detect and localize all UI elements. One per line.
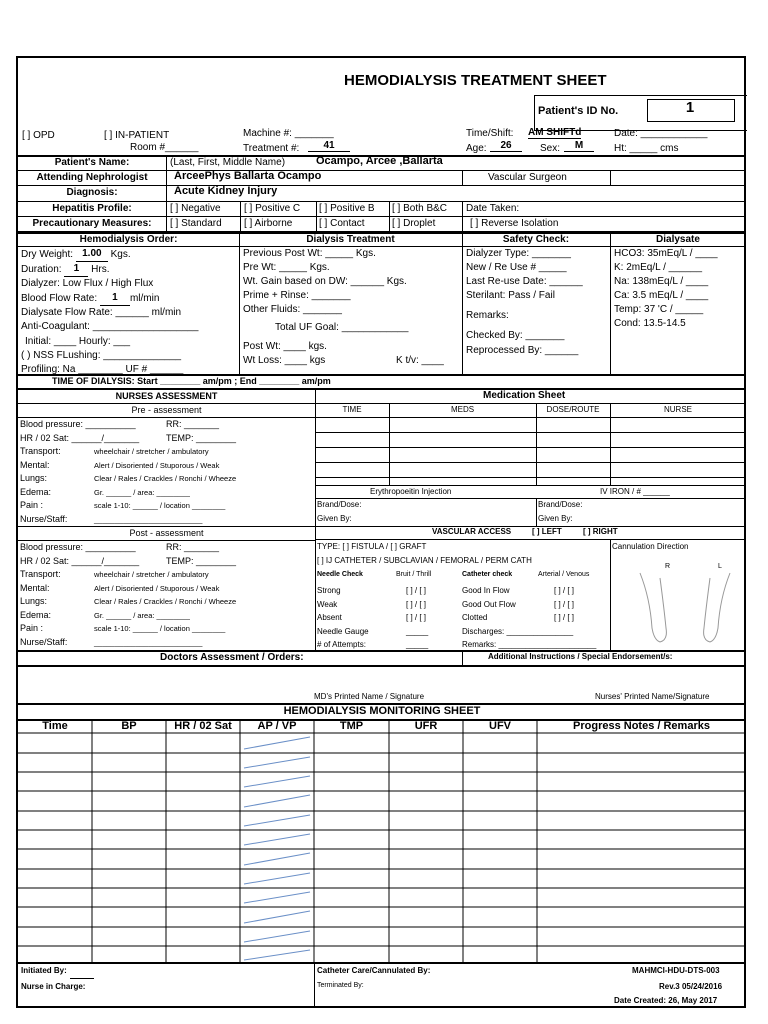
medication-title: Medication Sheet xyxy=(483,390,566,401)
initiated-by-label: Initiated By: xyxy=(21,966,67,975)
needle-check-label: Needle Check xyxy=(317,571,363,578)
iron-given[interactable]: Given By: xyxy=(538,514,573,523)
dry-weight-value[interactable]: 1.00 xyxy=(76,247,108,262)
bfr-unit: ml/min xyxy=(129,293,160,305)
treatment-label: Treatment #: xyxy=(243,143,300,154)
wt-gain[interactable]: Wt. Gain based on DW: ______ Kgs. xyxy=(243,276,407,288)
safety-title: Safety Check: xyxy=(502,234,570,245)
weak-label: Weak xyxy=(317,599,338,609)
pre-bp[interactable]: Blood pressure: __________ xyxy=(20,419,136,429)
wt-loss[interactable]: Wt Loss: ____ kgs xyxy=(243,354,326,366)
treatment-value[interactable]: 41 xyxy=(308,140,350,152)
order-fields xyxy=(21,247,198,377)
reprocessed-by[interactable]: Reprocessed By: ______ xyxy=(466,344,579,356)
pre-pain-opts[interactable]: scale 1-10: ______ / location ________ xyxy=(94,501,226,510)
pre-pain-label: Pain : xyxy=(20,500,44,510)
sex-value[interactable]: M xyxy=(564,140,594,152)
post-edema-label: Edema: xyxy=(20,609,52,620)
dialysate-title: Dialysate xyxy=(656,234,700,245)
pre-hr[interactable]: HR / 02 Sat: ______/_______ xyxy=(20,432,140,443)
good-in-check[interactable]: [ ] / [ ] xyxy=(554,586,575,595)
prec-contact[interactable]: [ ] Contact xyxy=(319,218,365,229)
catheter-check-list xyxy=(462,584,596,652)
post-assessment-mid xyxy=(166,541,236,568)
age-label: Age: xyxy=(466,143,487,154)
strong-check[interactable]: [ ] / [ ] xyxy=(406,586,427,595)
mon-col-ufv: UFV xyxy=(489,720,511,732)
vascular-right[interactable]: [ ] RIGHT xyxy=(583,527,618,536)
mon-col-ufr: UFR xyxy=(414,720,438,732)
ktv-field[interactable]: K t/v: ____ xyxy=(396,355,444,366)
post-lungs-opts[interactable]: Clear / Rales / Crackles / Ronchi / Wheeze xyxy=(94,597,237,606)
vascular-ij[interactable]: [ ] IJ CATHETER / SUBCLAVIAN / FEMORAL / PERM CATH xyxy=(317,556,532,565)
dialyzer-flux[interactable]: Dialyzer: Low Flux / High Flux xyxy=(21,278,154,290)
sterilant[interactable]: Sterilant: Pass / Fail xyxy=(466,290,555,302)
pre-transport-label: Transport: xyxy=(20,446,61,456)
cannulation-label: Cannulation Direction xyxy=(612,542,689,551)
prec-standard[interactable]: [ ] Standard xyxy=(170,218,222,229)
med-col-dose: DOSE/ROUTE xyxy=(546,405,600,414)
bruit-label: Bruit / Thrill xyxy=(396,571,432,578)
total-uf[interactable]: Total UF Goal: ____________ xyxy=(275,322,409,334)
form-rev: Rev.3 05/24/2016 xyxy=(659,982,723,991)
hep-both[interactable]: [ ] Both B&C xyxy=(392,203,448,214)
diagnosis-label: Diagnosis: xyxy=(66,187,118,198)
pre-lungs-opts[interactable]: Clear / Rales / Crackles / Ronchi / Wheeze xyxy=(94,474,237,483)
hep-negative[interactable]: [ ] Negative xyxy=(170,203,221,214)
gauge-blank[interactable]: _____ xyxy=(406,626,429,636)
cannulation-r: R xyxy=(665,563,671,570)
temp[interactable]: Temp: 37 'C / _____ xyxy=(614,304,704,316)
attempts-blank[interactable]: _____ xyxy=(406,640,429,649)
checked-by[interactable]: Checked By: _______ xyxy=(466,330,565,342)
dry-weight-label: Dry Weight: xyxy=(21,249,74,260)
mon-col-tmp: TMP xyxy=(339,720,364,732)
prec-airborne[interactable]: [ ] Airborne xyxy=(244,218,293,229)
additional-label: Additional Instructions / Special Endorsement/s: xyxy=(488,652,673,661)
epo-label: Erythropoeitin Injection xyxy=(370,487,452,496)
post-hr[interactable]: HR / 02 Sat: ______/_______ xyxy=(20,555,140,566)
vascular-surgeon-label: Vascular Surgeon xyxy=(488,172,567,183)
pre-staff-label: Nurse/Staff: xyxy=(20,513,68,524)
vascular-remarks[interactable]: Remarks: ______________________ xyxy=(462,640,597,649)
hepatitis-label: Hepatitis Profile: xyxy=(52,203,132,214)
height-field[interactable]: Ht: _____ cms xyxy=(614,143,679,154)
nephrologist-label: Attending Nephrologist xyxy=(36,172,148,183)
room-field[interactable]: Room #______ xyxy=(130,142,199,153)
epo-brand[interactable]: Brand/Dose: xyxy=(317,500,362,509)
arterial-checks xyxy=(554,584,574,625)
mon-col-hr: HR / 02 Sat xyxy=(174,720,232,732)
mon-col-time: Time xyxy=(42,720,68,732)
time-shift-value[interactable]: AM SHIFTd xyxy=(528,127,582,138)
duration-value[interactable]: 1 xyxy=(64,262,88,277)
prec-droplet[interactable]: [ ] Droplet xyxy=(392,218,436,229)
bruit-checks xyxy=(406,584,428,652)
nurses-title: NURSES ASSESSMENT xyxy=(115,391,218,401)
post-transport-label: Transport: xyxy=(20,569,61,579)
pre-rr[interactable]: RR: _______ xyxy=(166,419,220,429)
nurse-in-charge-label: Nurse in Charge: xyxy=(21,982,86,991)
treatment-fields xyxy=(243,247,408,368)
opd-checkbox[interactable]: [ ] OPD xyxy=(22,130,55,141)
iv-iron-label[interactable]: IV IRON / # ______ xyxy=(600,487,670,496)
initial-field[interactable]: Initial: ____ Hourly: ___ xyxy=(25,335,131,347)
med-col-time: TIME xyxy=(342,405,362,414)
post-staff-label: Nurse/Staff: xyxy=(20,636,68,647)
discharges-field[interactable]: Discharges: _______________ xyxy=(462,626,574,636)
med-col-meds: MEDS xyxy=(450,405,475,414)
arterial-label: Arterial / Venous xyxy=(538,571,590,578)
post-edema-opts[interactable]: Gr. ______ / area: ________ xyxy=(94,610,190,620)
pre-assessment-opts xyxy=(94,445,236,526)
time-of-dialysis[interactable]: TIME OF DIALYSIS: Start ________ am/pm ; End ________ am/pm xyxy=(52,376,331,386)
good-out-label: Good Out Flow xyxy=(462,599,516,609)
nurse-signature-label[interactable]: Nurses' Printed Name/Signature xyxy=(595,692,710,701)
pre-mental-label: Mental: xyxy=(20,459,50,470)
cannulation-l: L xyxy=(718,563,722,570)
catheter-care-label: Catheter Care/Cannulated By: xyxy=(317,966,431,975)
pre-staff-line[interactable]: __________________________ xyxy=(94,514,203,524)
clotted-check[interactable]: [ ] / [ ] xyxy=(554,613,575,622)
hep-positive-c[interactable]: [ ] Positive C xyxy=(244,203,301,214)
mon-col-apvp: AP / VP xyxy=(257,720,297,732)
post-temp[interactable]: TEMP: ________ xyxy=(166,555,237,566)
dialysate-fields xyxy=(614,247,718,332)
bfr-value[interactable]: 1 xyxy=(100,291,130,306)
prime-rinse[interactable]: Prime + Rinse: _______ xyxy=(243,290,351,302)
hep-positive-b[interactable]: [ ] Positive B xyxy=(319,203,375,214)
anticoag-field[interactable]: Anti-Coagulant: ___________________ xyxy=(21,321,199,333)
vascular-type[interactable]: TYPE: [ ] FISTULA / [ ] GRAFT xyxy=(317,542,427,551)
pre-assessment-mid xyxy=(166,418,236,445)
treatment-title: Dialysis Treatment xyxy=(306,234,395,245)
duration-unit: Hrs. xyxy=(91,264,110,276)
iron-brand[interactable]: Brand/Dose: xyxy=(538,500,583,509)
monitoring-title: HEMODIALYSIS MONITORING SHEET xyxy=(283,705,481,717)
sex-label: Sex: xyxy=(540,143,561,154)
time-shift-label: Time/Shift: xyxy=(466,128,514,139)
pre-transport-opts[interactable]: wheelchair / stretcher / ambulatory xyxy=(94,447,209,456)
post-pain-opts[interactable]: scale 1-10: ______ / location ________ xyxy=(94,624,226,633)
treatment-sheet xyxy=(16,56,746,1008)
post-mental-label: Mental: xyxy=(20,582,50,593)
order-title: Hemodialysis Order: xyxy=(79,234,178,245)
mon-col-notes: Progress Notes / Remarks xyxy=(573,720,710,732)
pre-mental-opts[interactable]: Alert / Disoriented / Stuporous / Weak xyxy=(94,460,220,470)
pre-lungs-label: Lungs: xyxy=(20,473,48,483)
other-fluids[interactable]: Other Fluids: _______ xyxy=(243,304,342,316)
precaution-label: Precautionary Measures: xyxy=(32,218,152,229)
pre-assessment-label: Pre - assessment xyxy=(131,405,202,415)
good-in-label: Good In Flow xyxy=(462,586,510,595)
calcium[interactable]: Ca: 3.5 mEq/L / ____ xyxy=(614,290,709,302)
patient-name-label: Patient's Name: xyxy=(54,157,130,168)
pre-edema-label: Edema: xyxy=(20,486,52,497)
hco3[interactable]: HCO3: 35mEq/L / ____ xyxy=(614,248,718,259)
pre-temp[interactable]: TEMP: ________ xyxy=(166,432,237,443)
vascular-title: VASCULAR ACCESS xyxy=(432,527,512,536)
bfr-label: Blood Flow Rate: xyxy=(21,293,98,305)
new-reuse[interactable]: New / Re Use # _____ xyxy=(466,262,567,274)
potassium[interactable]: K: 2mEq/L / ______ xyxy=(614,262,703,274)
conductivity: Cond: 13.5-14.5 xyxy=(614,318,686,330)
pre-wt[interactable]: Pre Wt: _____ Kgs. xyxy=(243,262,330,274)
clotted-label: Clotted xyxy=(462,613,488,622)
age-value[interactable]: 26 xyxy=(490,140,522,152)
sodium[interactable]: Na: 138mEq/L / ____ xyxy=(614,276,709,288)
absent-label: Absent xyxy=(317,613,342,622)
post-assessment-label: Post - assessment xyxy=(129,528,204,538)
safety-remarks: Remarks: xyxy=(466,310,509,322)
terminated-by-label: Terminated By: xyxy=(317,982,364,989)
pre-edema-opts[interactable]: Gr. ______ / area: ________ xyxy=(94,487,190,497)
prev-post-wt[interactable]: Previous Post Wt: _____ Kgs. xyxy=(243,248,376,259)
nephrologist-value[interactable]: ArceePhys Ballarta Ocampo xyxy=(174,170,322,182)
patient-id-value: 1 xyxy=(685,99,695,116)
epo-given[interactable]: Given By: xyxy=(317,514,352,523)
strong-label: Strong xyxy=(317,586,341,595)
date-taken-label: Date Taken: xyxy=(466,203,520,214)
good-out-check[interactable]: [ ] / [ ] xyxy=(554,599,575,609)
sheet-title: HEMODIALYSIS TREATMENT SHEET xyxy=(344,72,607,89)
inpatient-checkbox[interactable]: [ ] IN-PATIENT xyxy=(104,130,170,141)
post-staff-line[interactable]: __________________________ xyxy=(94,637,203,647)
arms-diagram[interactable] xyxy=(630,568,740,644)
attempts-label: # of Attempts: xyxy=(317,640,366,649)
post-wt[interactable]: Post Wt: ____ kgs. xyxy=(243,340,327,352)
catheter-check-label: Catheter check xyxy=(462,571,513,578)
profiling-field[interactable]: Profiling: Na ________ UF # ______ xyxy=(21,363,184,375)
monitoring-grid[interactable] xyxy=(18,720,746,962)
post-mental-opts[interactable]: Alert / Disoriented / Stuporous / Weak xyxy=(94,583,220,593)
post-transport-opts[interactable]: wheelchair / stretcher / ambulatory xyxy=(94,570,209,579)
weak-check[interactable]: [ ] / [ ] xyxy=(406,599,427,609)
patient-id-label: Patient's ID No. xyxy=(538,105,619,117)
machine-field[interactable]: Machine #: _______ xyxy=(243,128,334,139)
dialyzer-type[interactable]: Dialyzer Type: _______ xyxy=(466,248,571,259)
absent-check[interactable]: [ ] / [ ] xyxy=(406,613,427,622)
form-code: MAHMCI-HDU-DTS-003 xyxy=(632,966,720,975)
vascular-left[interactable]: [ ] LEFT xyxy=(532,527,562,536)
post-bp[interactable]: Blood pressure: __________ xyxy=(20,542,136,552)
mon-col-bp: BP xyxy=(121,720,137,732)
post-assessment-opts xyxy=(94,568,236,649)
patient-name-value[interactable]: Ocampo, Arcee ,Ballarta xyxy=(316,155,443,167)
post-lungs-label: Lungs: xyxy=(20,596,48,606)
post-rr[interactable]: RR: _______ xyxy=(166,542,220,552)
safety-fields xyxy=(466,247,583,358)
duration-label: Duration: xyxy=(21,264,62,276)
doctors-label: Doctors Assessment / Orders: xyxy=(160,652,304,663)
post-pain-label: Pain : xyxy=(20,623,44,633)
nss-field[interactable]: ( ) NSS FLushing: ______________ xyxy=(21,349,182,361)
last-reuse[interactable]: Last Re-use Date: ______ xyxy=(466,276,583,288)
diagnosis-value[interactable]: Acute Kidney Injury xyxy=(174,185,278,197)
prec-reverse[interactable]: [ ] Reverse Isolation xyxy=(470,218,559,229)
dry-weight-unit: Kgs. xyxy=(110,249,131,260)
form-created: Date Created: 26, May 2017 xyxy=(614,996,718,1005)
needle-check-list xyxy=(317,584,369,652)
md-signature-label[interactable]: MD's Printed Name / Signature xyxy=(314,692,425,701)
med-col-nurse: NURSE xyxy=(663,405,692,414)
date-field[interactable]: Date: ____________ xyxy=(614,128,708,139)
patient-name-hint: (Last, First, Middle Name) xyxy=(170,157,286,168)
dfr-field[interactable]: Dialysate Flow Rate: ______ ml/min xyxy=(21,307,182,319)
needle-gauge-label: Needle Gauge xyxy=(317,626,369,636)
